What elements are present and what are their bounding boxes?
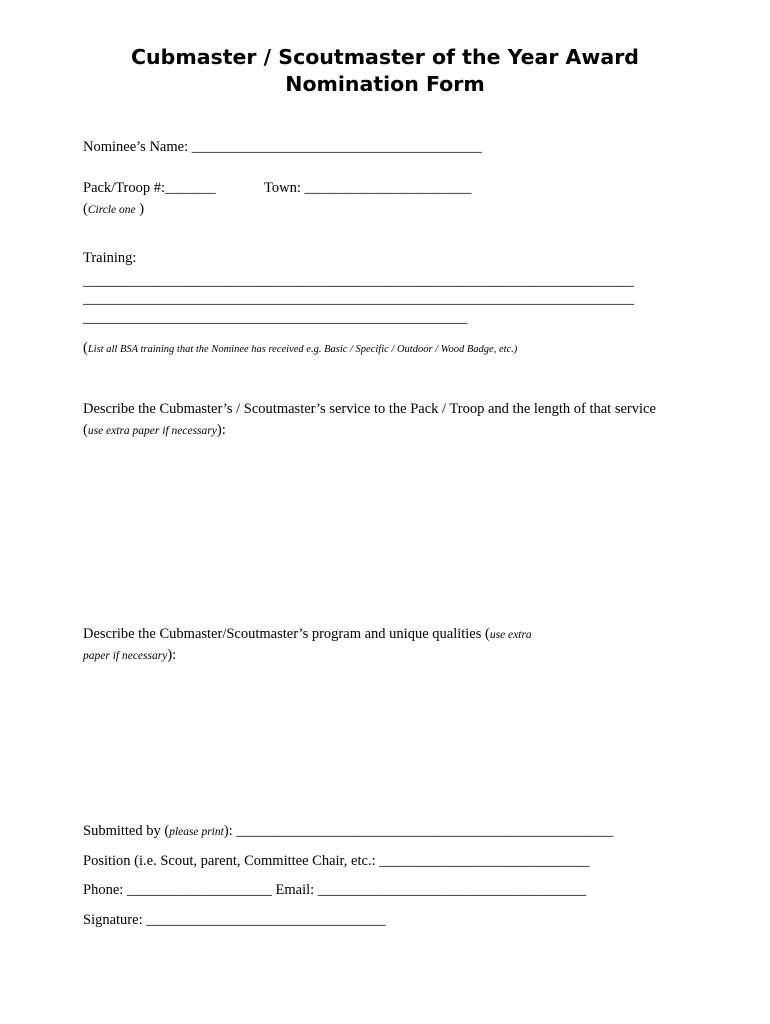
nominee-name-blank[interactable]: ________________________________________ [191,139,482,155]
signature-blank[interactable]: _________________________________ [142,912,386,928]
contact-field [83,881,586,899]
town-blank[interactable]: _______________________ [304,180,472,196]
pack-troop-field [83,179,216,197]
program-prompt-text: Describe the Cubmaster/Scoutmaster’s program and unique qualities ( [83,626,490,642]
town-field [264,179,471,197]
service-answer-area[interactable] [83,448,687,608]
paren-open: ( [83,422,88,438]
paren-open: ( [83,201,88,217]
submitted-by-field [83,822,613,841]
service-note-text: use extra paper if necessary [87,425,217,437]
service-prompt: Describe the Cubmaster’s / Scoutmaster’s service to the Pack / Troop and the length of that service [83,401,656,417]
phone-label: Phone: [83,882,124,898]
program-note-text-2: paper if necessary [83,650,168,662]
town-label: Town: [264,180,301,196]
paren-close: ): [223,823,233,839]
pack-troop-label[interactable]: Pack/Troop #:_______ [83,180,216,196]
nominee-name-label: Nominee’s Name: [83,139,189,155]
title-line-2: Nomination Form [285,72,485,96]
training-note-text: List all BSA training that the Nominee has received e.g. Basic / Specific / Outdoor / Wood Badge, etc.) [87,344,518,355]
form-title [0,44,770,98]
training-line-2[interactable]: ____________________________________________________________________________ [83,291,634,307]
signature-label: Signature: [83,912,143,928]
paren-close: ) [135,201,145,217]
circle-one-text: Circle one [87,204,136,216]
position-label: Position (i.e. Scout, parent, Committee Chair, etc.: [83,853,376,869]
email-label: Email: [271,882,315,898]
position-field [83,852,589,870]
circle-one-note [83,200,144,219]
submitted-by-label: Submitted by ( [83,823,170,839]
paren-close: ): [216,422,226,438]
service-note [83,421,226,440]
signature-field [83,911,385,929]
program-note-text-1: use extra [489,629,532,641]
program-answer-area[interactable] [83,672,687,812]
submitted-by-blank[interactable]: ____________________________________________________ [232,823,614,839]
email-blank[interactable]: _____________________________________ [314,882,587,898]
paren-open: ( [83,340,88,356]
program-prompt [83,625,532,644]
training-label: Training: [83,250,137,266]
nominee-name-field [83,138,482,156]
paren-close: ): [167,647,177,663]
training-note [83,339,517,359]
program-note [83,646,176,665]
phone-blank[interactable]: ____________________ [123,882,272,898]
training-line-1[interactable]: ____________________________________________________________________________ [83,273,634,289]
please-print-note: please print [169,826,224,838]
position-blank[interactable]: _____________________________ [375,853,590,869]
training-line-3[interactable]: _____________________________________________________ [83,310,468,326]
title-line-1: Cubmaster / Scoutmaster of the Year Award [131,45,639,69]
